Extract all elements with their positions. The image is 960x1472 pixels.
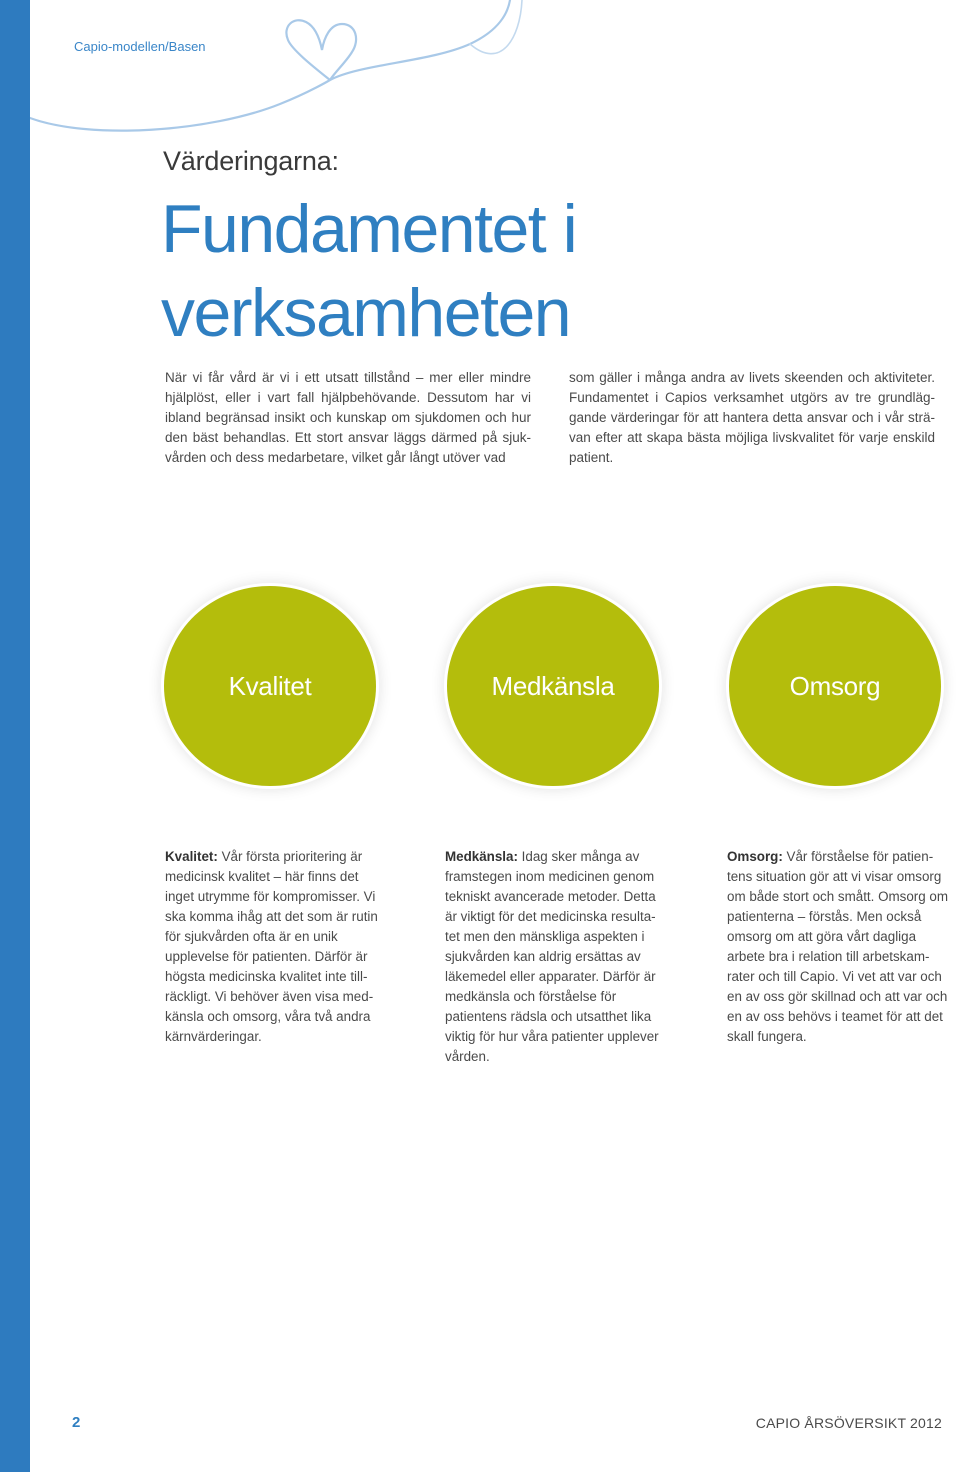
value-description-text: Vår första prioritering är medicinsk kvalitet – här finns det inget utrymme för kompromisser. Vi ska komma ihåg att det som är rutin för sjukvården ofta är en unik upplevelse för patienten. Därför är högsta medicinska kvalitet inte till-räckligt. Vi behöver även visa med-känsla och omsorg, våra två andra kärnvärderingar. (165, 849, 378, 1044)
value-description-heading: Omsorg: (727, 849, 783, 864)
value-circle-label: Omsorg (789, 670, 881, 701)
intro-paragraph-left: När vi får vård är vi i ett utsatt tillstånd – mer eller mindre hjälplöst, eller i vart fall hjälpbehövande. Dessutom har vi ibland begränsad insikt och kunskap om sjukdomen och hur den bäst behandlas. Ett stort ansvar läggs därmed på sjuk-vården och dess medarbetare, vilket går långt utöver vad (165, 370, 531, 465)
value-description-text: Idag sker många av framstegen inom medicinen genom tekniskt avancerade metoder. Detta är viktigt för det medicinska resulta-tet men den mänskliga aspekten i sjukvården kan aldrig ersättas av läkemedel eller apparater. Därför är medkänsla och förståelse för patientens rädsla och utsatthet lika viktig för hur våra patienter upplever vården. (445, 849, 659, 1064)
value-description-kvalitet (165, 847, 387, 1047)
value-description-text: Vår förståelse för patien-tens situation gör att vi visar omsorg om både stort och smått. Omsorg om patienterna – förstås. Men också omsorg om att göra vårt dagliga arbete bra i relation till arbetskam-rater och till Capio. Vi vet att var och en av oss gör skillnad och att var och en av oss behövs i teamet för att det skall fungera. (727, 849, 949, 1044)
value-description-heading: Medkänsla: (445, 849, 518, 864)
page-title-line-1: Fundamentet i (161, 191, 577, 267)
page-title (161, 187, 721, 355)
publication-title: CAPIO ÅRSÖVERSIKT 2012 (755, 1415, 942, 1431)
page-title-line-2: verksamheten (161, 275, 571, 351)
intro-paragraph-right: som gäller i många andra av livets skeenden och aktiviteter. Fundamentet i Capios verksamhet utgörs av tre grundläg-gande värderingar för att hantera detta ansvar och i vår strä-van efter att skapa bästa möjliga livskvalitet för varje enskild patient. (569, 370, 935, 465)
value-circle-medkansla (447, 586, 659, 786)
value-description-omsorg (727, 847, 949, 1047)
left-color-bar (0, 0, 30, 1472)
heart-swirl-decoration (30, 0, 590, 140)
value-circle-kvalitet (164, 586, 376, 786)
value-description-heading: Kvalitet: (165, 849, 218, 864)
breadcrumb: Capio-modellen/Basen (74, 39, 206, 54)
page-number: 2 (72, 1414, 81, 1431)
value-circle-label: Medkänsla (491, 670, 615, 701)
value-description-medkansla (445, 847, 667, 1067)
section-pre-title: Värderingarna: (163, 146, 339, 176)
value-circle-label: Kvalitet (228, 670, 312, 701)
value-circle-omsorg (729, 586, 941, 786)
